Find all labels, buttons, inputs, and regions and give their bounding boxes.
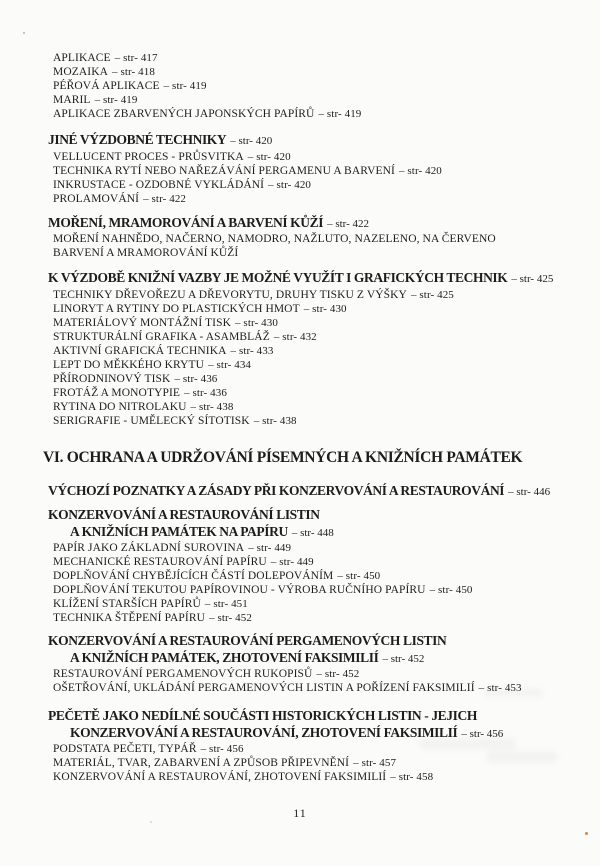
toc-entry: [48, 302, 588, 316]
section-heading: [48, 269, 588, 288]
heading-line-1: PEČETĚ JAKO NEDÍLNÉ SOUČÁSTI HISTORICKÝCH LISTIN - JEJICH: [48, 708, 477, 723]
entry-label: MOŘENÍ NAHNĚDO, NAČERNO, NAMODRO, NAŽLUTO, NAZELENO, NA ČERVENO: [53, 233, 496, 245]
heading-text: A KNIŽNÍCH PAMÁTEK NA PAPÍRU: [70, 523, 288, 539]
entry-label: PODSTATA PEČETI, TYPÁŘ: [53, 743, 197, 755]
toc-entry: [48, 358, 588, 372]
section-heading: [48, 214, 588, 233]
scan-speck: [23, 32, 25, 34]
entry-page-ref: – str- 433: [230, 344, 274, 357]
heading-line-2: [48, 524, 588, 542]
bleed-through-smudge: [487, 751, 557, 763]
entry-page-ref: – str- 418: [112, 66, 155, 78]
entry-label: KONZERVOVÁNÍ A RESTAUROVÁNÍ, ZHOTOVENÍ FAKSIMILIÍ: [53, 771, 387, 783]
toc-entry: [48, 667, 588, 681]
entry-label: PŘÍRODNINOVÝ TISK: [53, 372, 171, 385]
entry-page-ref: – str- 458: [390, 771, 434, 783]
heading-text: VÝCHOZÍ POZNATKY A ZÁSADY PŘI KONZERVOVÁNÍ A RESTAUROVÁNÍ: [48, 482, 505, 498]
toc-entry: [48, 288, 588, 302]
entry-label: FROTÁŽ A MONOTYPIE: [53, 386, 181, 399]
toc-entry: [48, 246, 588, 260]
toc-entry: [48, 583, 588, 597]
entry-page-ref: – str- 419: [163, 80, 207, 92]
entry-label: AKTIVNÍ GRAFICKÁ TECHNIKA: [53, 344, 227, 357]
entry-label: APLIKACE ZBARVENÝCH JAPONSKÝCH PAPÍRŮ: [53, 108, 315, 120]
toc-entry: [48, 372, 588, 386]
entry-label: KLÍŽENÍ STARŠÍCH PAPÍRŮ: [53, 598, 201, 610]
entry-page-ref: – str- 420: [247, 150, 291, 163]
entry-label: BARVENÍ A MRAMOROVÁNÍ KŮŽÍ: [53, 247, 239, 259]
section-heading: [48, 507, 588, 541]
entry-page-ref: – str- 419: [318, 108, 362, 120]
entry-label: RYTINA DO NITROLAKU: [53, 400, 187, 413]
toc-entry: [48, 555, 588, 569]
heading-page-ref: – str- 420: [230, 135, 273, 147]
scan-speck: [150, 821, 152, 823]
toc-entry: [48, 597, 588, 611]
heading-page-ref: – str- 456: [461, 727, 504, 740]
toc-entry: [48, 770, 588, 784]
entry-page-ref: – str- 432: [273, 330, 317, 343]
toc-entry: [48, 79, 588, 93]
toc-entry: [48, 150, 588, 164]
heading-line-2: [48, 650, 588, 668]
entry-page-ref: – str- 449: [248, 542, 292, 554]
toc-section: [48, 51, 588, 121]
entry-label: MOZAIKA: [53, 66, 108, 78]
toc-section: [48, 131, 588, 206]
entry-label: TECHNIKA ŠTĚPENÍ PAPÍRU: [53, 612, 206, 624]
entry-label: LEPT DO MĚKKÉHO KRYTU: [53, 358, 205, 371]
toc-entry: [48, 414, 588, 428]
heading-text: K VÝZDOBĚ KNIŽNÍ VAZBY JE MOŽNÉ VYUŽÍT I GRAFICKÝCH TECHNIK: [48, 270, 508, 285]
entry-page-ref: – str- 452: [316, 668, 360, 680]
entry-page-ref: – str- 438: [190, 400, 234, 413]
toc-entry: [48, 386, 588, 400]
scan-speck: [585, 832, 588, 835]
heading-line-1: KONZERVOVÁNÍ A RESTAUROVÁNÍ PERGAMENOVÝCH LISTIN: [48, 633, 447, 648]
entry-page-ref: – str- 434: [208, 358, 252, 371]
entry-page-ref: – str- 417: [114, 52, 158, 64]
entry-label: OŠETŘOVÁNÍ, UKLÁDÁNÍ PERGAMENOVÝCH LISTIN A POŘÍZENÍ FAKSIMILIÍ: [53, 682, 475, 694]
entry-page-ref: – str- 450: [429, 584, 473, 596]
entry-page-ref: – str- 419: [94, 94, 138, 106]
toc-entry: [48, 541, 588, 555]
entry-label: MATERIÁL, TVAR, ZABARVENÍ A ZPŮSOB PŘIPEVNĚNÍ: [53, 757, 350, 769]
entry-label: APLIKACE: [53, 52, 111, 64]
entry-label: PÉŘOVÁ APLIKACE: [53, 80, 160, 92]
entry-label: PAPÍR JAKO ZÁKLADNÍ SUROVINA: [53, 542, 245, 554]
page-number: 11: [293, 806, 307, 820]
entry-page-ref: – str- 450: [337, 570, 381, 582]
entry-label: DOPLŇOVÁNÍ CHYBĚJÍCÍCH ČÁSTÍ DOLEPOVÁNÍM: [53, 570, 334, 582]
toc-entry: [48, 330, 588, 344]
entry-page-ref: – str- 420: [398, 164, 442, 177]
toc-entry: [48, 65, 588, 79]
bleed-through-smudge: [420, 738, 515, 749]
entry-page-ref: – str- 422: [143, 192, 187, 205]
toc-entry: [48, 400, 588, 414]
heading-page-ref: – str- 422: [327, 217, 370, 230]
toc-entry: [48, 316, 588, 330]
toc-section: [48, 269, 588, 428]
entry-page-ref: – str- 451: [204, 598, 248, 610]
heading-page-ref: – str- 448: [291, 526, 334, 539]
entry-label: MECHANICKÉ RESTAUROVÁNÍ PAPÍRU: [53, 556, 267, 568]
toc-entry: [48, 164, 588, 178]
heading-line-1: KONZERVOVÁNÍ A RESTAUROVÁNÍ LISTIN: [48, 507, 320, 522]
section-heading: [48, 482, 588, 501]
entry-page-ref: – str- 436: [174, 372, 218, 385]
toc-entry: [48, 232, 588, 246]
toc-section: [48, 507, 588, 625]
heading-page-ref: – str- 446: [508, 485, 551, 498]
entry-label: LINORYT A RYTINY DO PLASTICKÝCH HMOT: [53, 302, 300, 315]
entry-label: INKRUSTACE - OZDOBNÉ VYKLÁDÁNÍ: [53, 178, 265, 191]
chapter-heading: VI. OCHRANA A UDRŽOVÁNÍ PÍSEMNÝCH A KNIŽNÍCH PAMÁTEK: [43, 448, 523, 466]
entry-label: MATERIÁLOVÝ MONTÁŽNÍ TISK: [53, 316, 231, 329]
heading-text: KONZERVOVÁNÍ A RESTAUROVÁNÍ, ZHOTOVENÍ FAKSIMILIÍ: [70, 724, 458, 740]
entry-page-ref: – str- 449: [270, 556, 314, 568]
toc-entry: [48, 107, 588, 121]
entry-page-ref: – str- 436: [184, 386, 227, 399]
entry-page-ref: – str- 452: [209, 612, 252, 624]
toc-entry: [48, 344, 588, 358]
entry-label: DOPLŇOVÁNÍ TEKUTOU PAPÍROVINOU - VÝROBA RUČNÍHO PAPÍRU: [53, 584, 426, 596]
entry-page-ref: – str- 430: [234, 316, 278, 329]
entry-label: VELLUCENT PROCES - PRŮSVITKA: [53, 150, 244, 163]
entry-label: RESTAUROVÁNÍ PERGAMENOVÝCH RUKOPISŮ: [53, 668, 313, 680]
entry-page-ref: – str- 420: [268, 178, 312, 191]
table-of-contents: [43, 51, 588, 784]
toc-section: [48, 214, 588, 261]
section-heading: [48, 131, 588, 150]
toc-entry: [48, 611, 588, 625]
toc-section: [48, 482, 588, 501]
heading-text: MOŘENÍ, MRAMOROVÁNÍ A BARVENÍ KŮŽÍ: [48, 214, 324, 230]
toc-entry: [48, 569, 588, 583]
entry-label: STRUKTURÁLNÍ GRAFIKA - ASAMBLÁŽ: [53, 330, 270, 343]
entry-label: PROLAMOVÁNÍ: [53, 192, 140, 205]
heading-text: JINÉ VÝZDOBNÉ TECHNIKY: [48, 132, 227, 147]
heading-text: A KNIŽNÍCH PAMÁTEK, ZHOTOVENÍ FAKSIMILIÍ: [70, 649, 379, 665]
bleed-through-smudge: [483, 689, 543, 697]
heading-page-ref: – str- 425: [511, 273, 554, 285]
entry-page-ref: – str- 453: [478, 682, 522, 694]
entry-page-ref: – str- 430: [303, 302, 347, 315]
toc-section: [48, 633, 588, 695]
entry-page-ref: – str- 457: [353, 757, 397, 769]
entry-page-ref: – str- 425: [410, 288, 454, 301]
toc-entry: [48, 192, 588, 206]
section-heading: [48, 708, 588, 742]
toc-entry: [48, 93, 588, 107]
toc-entry: [48, 51, 588, 65]
toc-entry: [48, 178, 588, 192]
entry-page-ref: – str- 456: [200, 743, 244, 755]
heading-page-ref: – str- 452: [382, 652, 425, 665]
entry-label: TECHNIKA RYTÍ NEBO NAŘEZÁVÁNÍ PERGAMENU A BARVENÍ: [53, 164, 395, 177]
entry-page-ref: – str- 438: [253, 414, 297, 427]
section-heading: [48, 633, 588, 667]
entry-label: TECHNIKY DŘEVOŘEZU A DŘEVORYTU, DRUHY TISKU Z VÝŠKY: [53, 288, 407, 301]
entry-label: MARIL: [53, 94, 91, 106]
entry-label: SERIGRAFIE - UMĚLECKÝ SÍTOTISK: [53, 414, 250, 427]
